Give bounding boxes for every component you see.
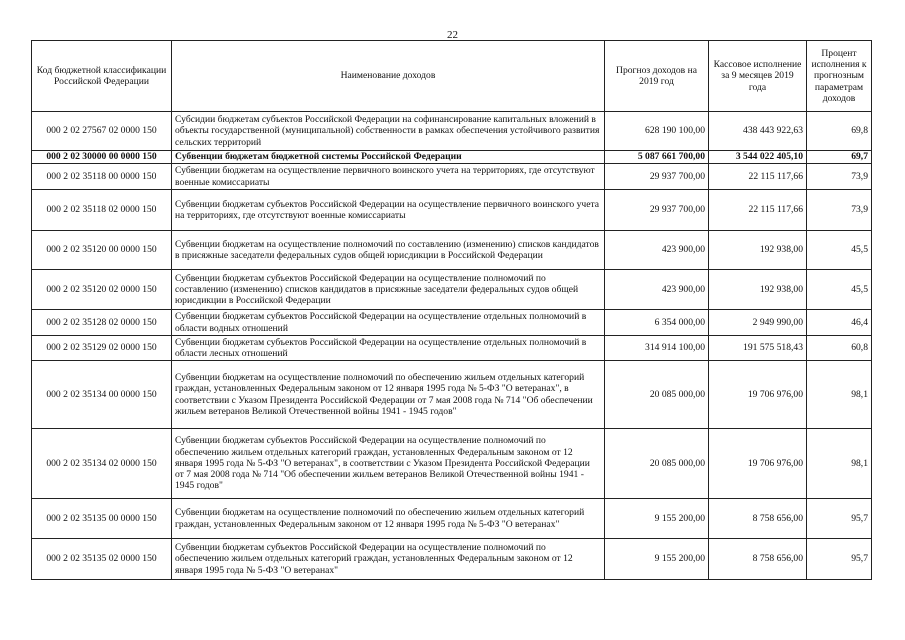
cell-name: Субвенции бюджетам субъектов Российской Федерации на осуществление полномочий по составлению (изменению) списков кандидатов в присяжные заседатели федеральных судов общей юрисдикции в Российской Федерации — [172, 270, 605, 310]
cell-forecast: 20 085 000,00 — [605, 361, 709, 429]
cell-execution: 19 706 976,00 — [709, 429, 807, 499]
header-name: Наименование доходов — [172, 41, 605, 112]
cell-percent: 73,9 — [807, 164, 872, 190]
cell-name: Субсидии бюджетам субъектов Российской Федерации на софинансирование капитальных вложений в объекты государственной (муниципальной) собственности в рамках обеспечения устойчивого развития сельских территорий — [172, 112, 605, 151]
cell-code: 000 2 02 35128 02 0000 150 — [32, 310, 172, 336]
cell-execution: 8 758 656,00 — [709, 499, 807, 539]
cell-execution: 8 758 656,00 — [709, 539, 807, 580]
cell-forecast: 6 354 000,00 — [605, 310, 709, 336]
cell-percent: 46,4 — [807, 310, 872, 336]
header-row — [32, 41, 872, 112]
cell-code: 000 2 02 35118 02 0000 150 — [32, 190, 172, 231]
cell-name: Субвенции бюджетам субъектов Российской Федерации на осуществление отдельных полномочий в области лесных отношений — [172, 336, 605, 361]
cell-code: 000 2 02 30000 00 0000 150 — [32, 151, 172, 164]
cell-percent: 98,1 — [807, 361, 872, 429]
cell-execution: 22 115 117,66 — [709, 190, 807, 231]
cell-code: 000 2 02 35118 00 0000 150 — [32, 164, 172, 190]
cell-code: 000 2 02 35129 02 0000 150 — [32, 336, 172, 361]
cell-code: 000 2 02 35135 02 0000 150 — [32, 539, 172, 580]
table-row — [32, 361, 872, 429]
cell-execution: 192 938,00 — [709, 270, 807, 310]
table-row — [32, 270, 872, 310]
cell-code: 000 2 02 27567 02 0000 150 — [32, 112, 172, 151]
cell-code: 000 2 02 35134 00 0000 150 — [32, 361, 172, 429]
cell-execution: 438 443 922,63 — [709, 112, 807, 151]
cell-percent: 95,7 — [807, 499, 872, 539]
table-row — [32, 539, 872, 580]
table-row — [32, 190, 872, 231]
cell-forecast: 314 914 100,00 — [605, 336, 709, 361]
cell-forecast: 9 155 200,00 — [605, 539, 709, 580]
header-forecast: Прогноз доходов на 2019 год — [605, 41, 709, 112]
cell-name: Субвенции бюджетам бюджетной системы Российской Федерации — [172, 151, 605, 164]
cell-percent: 69,7 — [807, 151, 872, 164]
cell-execution: 22 115 117,66 — [709, 164, 807, 190]
cell-code: 000 2 02 35134 02 0000 150 — [32, 429, 172, 499]
cell-execution: 192 938,00 — [709, 231, 807, 270]
cell-code: 000 2 02 35120 02 0000 150 — [32, 270, 172, 310]
cell-forecast: 29 937 700,00 — [605, 164, 709, 190]
cell-name: Субвенции бюджетам на осуществление полномочий по обеспечению жильем отдельных категорий граждан, установленных Федеральным законом от 12 января 1995 года № 5-ФЗ "О ветеранах", в соответствии с Указом Президента Российской Федерации от 7 мая 2008 года № 714 "Об обеспечении жильем ветеранов Великой Отечественной войны 1941 - 1945 годов" — [172, 361, 605, 429]
table-row — [32, 112, 872, 151]
cell-forecast: 5 087 661 700,00 — [605, 151, 709, 164]
header-percent: Процент исполнения к прогнозным параметрам доходов — [807, 41, 872, 112]
table-row — [32, 310, 872, 336]
cell-name: Субвенции бюджетам субъектов Российской Федерации на осуществление отдельных полномочий в области водных отношений — [172, 310, 605, 336]
page-number: 22 — [447, 29, 458, 41]
cell-code: 000 2 02 35135 00 0000 150 — [32, 499, 172, 539]
cell-name: Субвенции бюджетам на осуществление полномочий по обеспечению жильем отдельных категорий граждан, установленных Федеральным законом от 12 января 1995 года № 5-ФЗ "О ветеранах" — [172, 499, 605, 539]
cell-forecast: 628 190 100,00 — [605, 112, 709, 151]
cell-forecast: 29 937 700,00 — [605, 190, 709, 231]
cell-name: Субвенции бюджетам на осуществление первичного воинского учета на территориях, где отсутствуют военные комиссариаты — [172, 164, 605, 190]
header-execution: Кассовое исполнение за 9 месяцев 2019 года — [709, 41, 807, 112]
cell-execution: 191 575 518,43 — [709, 336, 807, 361]
cell-percent: 45,5 — [807, 231, 872, 270]
table-row — [32, 429, 872, 499]
table-row — [32, 336, 872, 361]
cell-execution: 19 706 976,00 — [709, 361, 807, 429]
cell-name: Субвенции бюджетам субъектов Российской Федерации на осуществление первичного воинского учета на территориях, где отсутствуют военные комиссариаты — [172, 190, 605, 231]
revenue-table — [31, 40, 872, 580]
cell-percent: 73,9 — [807, 190, 872, 231]
cell-percent: 60,8 — [807, 336, 872, 361]
cell-percent: 69,8 — [807, 112, 872, 151]
cell-execution: 3 544 022 405,10 — [709, 151, 807, 164]
table-row — [32, 164, 872, 190]
cell-execution: 2 949 990,00 — [709, 310, 807, 336]
cell-name: Субвенции бюджетам на осуществление полномочий по составлению (изменению) списков кандидатов в присяжные заседатели федеральных судов общей юрисдикции в Российской Федерации — [172, 231, 605, 270]
cell-name: Субвенции бюджетам субъектов Российской Федерации на осуществление полномочий по обеспечению жильем отдельных категорий граждан, установленных Федеральным законом от 12 января 1995 года № 5-ФЗ "О ветеранах", в соответствии с Указом Президента Российской Федерации от 7 мая 2008 года № 714 "Об обеспечении жильем ветеранов Великой Отечественной войны 1941 - 1945 годов" — [172, 429, 605, 499]
table-row — [32, 231, 872, 270]
cell-forecast: 20 085 000,00 — [605, 429, 709, 499]
table-row-total — [32, 151, 872, 164]
cell-code: 000 2 02 35120 00 0000 150 — [32, 231, 172, 270]
cell-forecast: 423 900,00 — [605, 270, 709, 310]
cell-forecast: 423 900,00 — [605, 231, 709, 270]
table-row — [32, 499, 872, 539]
header-code: Код бюджетной классификации Российской Федерации — [32, 41, 172, 112]
cell-name: Субвенции бюджетам субъектов Российской Федерации на осуществление полномочий по обеспечению жильем отдельных категорий граждан, установленных Федеральным законом от 12 января 1995 года № 5-ФЗ "О ветеранах" — [172, 539, 605, 580]
cell-percent: 98,1 — [807, 429, 872, 499]
cell-forecast: 9 155 200,00 — [605, 499, 709, 539]
cell-percent: 45,5 — [807, 270, 872, 310]
cell-percent: 95,7 — [807, 539, 872, 580]
